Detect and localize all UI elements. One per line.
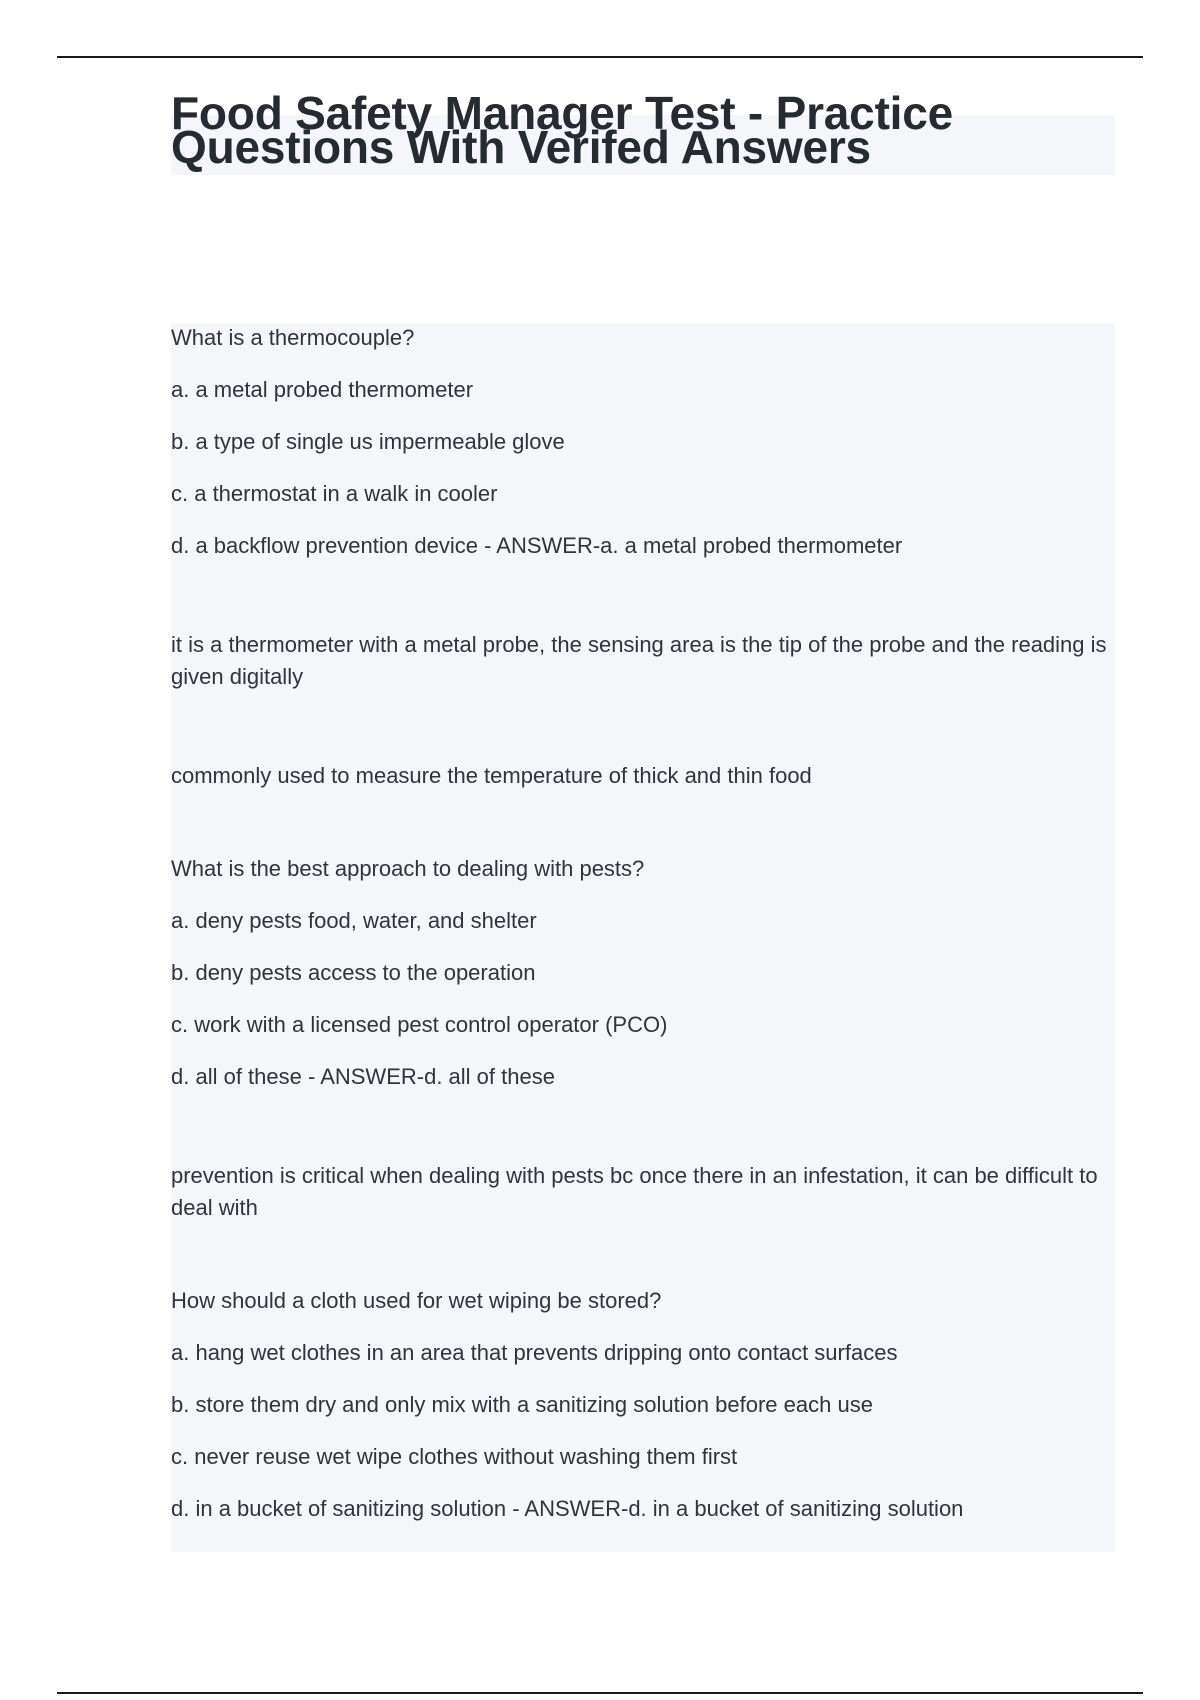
answer-option: a. deny pests food, water, and shelter <box>171 908 537 933</box>
answer-option: d. a backflow prevention device - ANSWER-a. a metal probed thermometer <box>171 533 903 558</box>
bottom-rule <box>57 1692 1143 1694</box>
answer-option: c. work with a licensed pest control operator (PCO) <box>171 1012 668 1037</box>
answer-option: a. a metal probed thermometer <box>171 377 474 402</box>
answer-option: b. a type of single us impermeable glove <box>171 429 565 454</box>
explanation-text: it is a thermometer with a metal probe, the sensing area is the tip of the probe and the reading is given digitally <box>171 632 1107 689</box>
top-rule <box>57 56 1143 58</box>
answer-option: c. never reuse wet wipe clothes without washing them first <box>171 1444 738 1469</box>
page-title: Food Safety Manager Test - Practice Questions With Verifed Answers <box>171 87 954 173</box>
document-body <box>171 322 1111 1525</box>
answer-option: c. a thermostat in a walk in cooler <box>171 481 498 506</box>
answer-option: b. store them dry and only mix with a sanitizing solution before each use <box>171 1392 873 1417</box>
question-text: What is the best approach to dealing with pests? <box>171 856 645 881</box>
question-text: What is a thermocouple? <box>171 325 415 350</box>
explanation-text: prevention is critical when dealing with pests bc once there in an infestation, it can be difficult to deal with <box>171 1163 1098 1220</box>
answer-option: d. in a bucket of sanitizing solution - ANSWER-d. in a bucket of sanitizing solution <box>171 1496 964 1521</box>
answer-option: b. deny pests access to the operation <box>171 960 536 985</box>
explanation-text: commonly used to measure the temperature of thick and thin food <box>171 763 812 788</box>
question-text: How should a cloth used for wet wiping be stored? <box>171 1288 662 1313</box>
answer-option: d. all of these - ANSWER-d. all of these <box>171 1064 555 1089</box>
answer-option: a. hang wet clothes in an area that prevents dripping onto contact surfaces <box>171 1340 898 1365</box>
